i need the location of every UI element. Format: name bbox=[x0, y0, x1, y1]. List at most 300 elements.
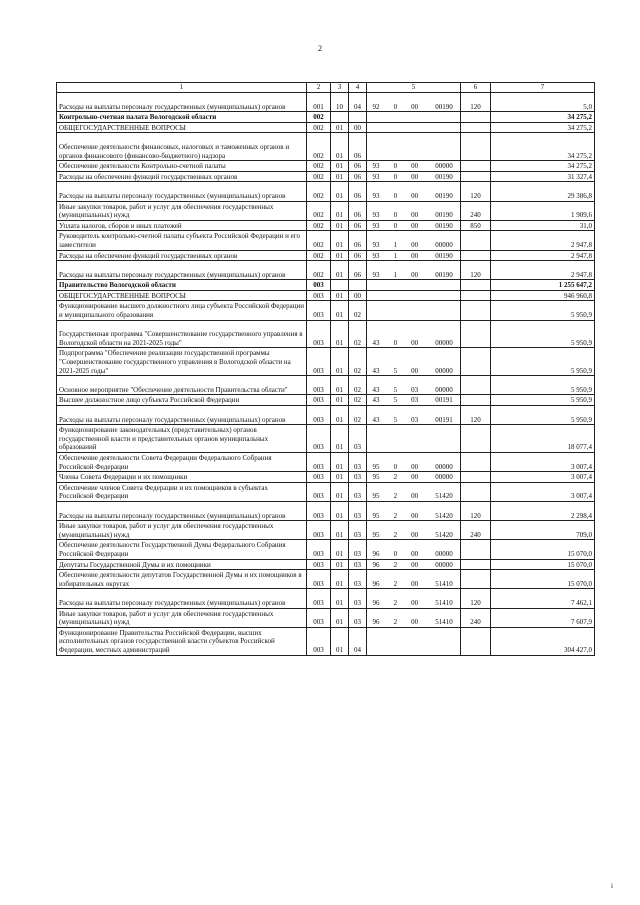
row-chapter-code-cell: 01 bbox=[331, 182, 349, 201]
row-target-code-cell bbox=[367, 627, 461, 655]
target-code-part: 1 bbox=[393, 270, 398, 279]
target-code-parts bbox=[369, 531, 458, 540]
row-subsection-code-cell: 03 bbox=[349, 570, 367, 589]
row-amount-cell: 1 909,6 bbox=[491, 201, 595, 220]
target-code-part: 95 bbox=[372, 511, 380, 520]
row-section-code-cell: 003 bbox=[307, 589, 331, 608]
target-code-part: 0 bbox=[393, 462, 398, 471]
row-name-cell: Обеспечение деятельности финансовых, налоговых и таможенных органов и органов финансового (финансово-бюджетного) надзора bbox=[57, 133, 307, 161]
row-subsection-code-cell: 02 bbox=[349, 395, 367, 406]
target-code-part: 93 bbox=[372, 191, 380, 200]
row-amount-cell: 2 947,8 bbox=[491, 250, 595, 261]
row-expense-type-cell bbox=[461, 348, 491, 376]
row-amount-cell: 5 950,9 bbox=[491, 348, 595, 376]
row-target-code-cell bbox=[367, 453, 461, 472]
target-code-part: 00190 bbox=[435, 191, 453, 200]
row-expense-type-cell bbox=[461, 559, 491, 570]
target-code-part: 93 bbox=[372, 162, 380, 171]
target-code-part: 93 bbox=[372, 251, 380, 260]
target-code-part: 51420 bbox=[435, 511, 453, 520]
row-subsection-code-cell: 03 bbox=[349, 540, 367, 559]
row-chapter-code-cell: 01 bbox=[331, 201, 349, 220]
row-section-code-cell: 002 bbox=[307, 182, 331, 201]
row-subsection-code-cell bbox=[349, 112, 367, 123]
row-amount-cell: 15 070,0 bbox=[491, 570, 595, 589]
target-code-part: 00 bbox=[411, 240, 419, 249]
target-code-part: 51420 bbox=[435, 530, 453, 539]
target-code-part: 00000 bbox=[435, 560, 453, 569]
row-chapter-code-cell: 01 bbox=[331, 250, 349, 261]
row-target-code-cell bbox=[367, 171, 461, 182]
table-row bbox=[57, 627, 595, 655]
target-code-part: 0 bbox=[393, 549, 398, 558]
row-name-cell: Правительство Вологодской области bbox=[57, 280, 307, 291]
target-code-part: 5 bbox=[393, 396, 398, 405]
target-code-parts bbox=[369, 463, 458, 472]
row-subsection-code-cell: 02 bbox=[349, 320, 367, 348]
target-code-parts bbox=[369, 271, 458, 280]
target-code-parts bbox=[369, 618, 458, 627]
row-expense-type-cell: 850 bbox=[461, 220, 491, 231]
row-section-code-cell: 002 bbox=[307, 122, 331, 133]
target-code-part: 43 bbox=[372, 366, 380, 375]
target-code-part: 03 bbox=[411, 396, 419, 405]
row-section-code-cell: 003 bbox=[307, 348, 331, 376]
row-chapter-code-cell: 01 bbox=[331, 521, 349, 540]
row-chapter-code-cell bbox=[331, 112, 349, 123]
row-chapter-code-cell: 01 bbox=[331, 161, 349, 172]
target-code-part: 51410 bbox=[435, 579, 453, 588]
row-amount-cell: 34 275,2 bbox=[491, 161, 595, 172]
target-code-parts bbox=[369, 512, 458, 521]
row-amount-cell: 709,0 bbox=[491, 521, 595, 540]
row-subsection-code-cell: 02 bbox=[349, 406, 367, 425]
target-code-parts bbox=[369, 550, 458, 559]
row-amount-cell: 2 298,4 bbox=[491, 502, 595, 521]
row-chapter-code-cell: 01 bbox=[331, 231, 349, 250]
target-code-part: 00 bbox=[411, 462, 419, 471]
row-chapter-code-cell: 01 bbox=[331, 482, 349, 501]
target-code-part: 43 bbox=[372, 338, 380, 347]
target-code-parts bbox=[369, 396, 458, 405]
target-code-part: 00190 bbox=[435, 270, 453, 279]
target-code-part: 51420 bbox=[435, 492, 453, 501]
row-chapter-code-cell: 01 bbox=[331, 320, 349, 348]
row-amount-cell: 5 950,9 bbox=[491, 320, 595, 348]
target-code-part: 00000 bbox=[435, 338, 453, 347]
row-chapter-code-cell: 01 bbox=[331, 122, 349, 133]
row-name-cell: Основное мероприятие "Обеспечение деятельности Правительства области" bbox=[57, 376, 307, 395]
row-section-code-cell: 003 bbox=[307, 627, 331, 655]
row-target-code-cell bbox=[367, 406, 461, 425]
table-row bbox=[57, 290, 595, 301]
row-expense-type-cell: 240 bbox=[461, 201, 491, 220]
row-subsection-code-cell: 03 bbox=[349, 589, 367, 608]
page-number: 2 bbox=[318, 44, 322, 53]
row-target-code-cell bbox=[367, 161, 461, 172]
target-code-part: 2 bbox=[393, 560, 398, 569]
row-chapter-code-cell: 01 bbox=[331, 290, 349, 301]
header-cell-7: 7 bbox=[491, 83, 595, 93]
row-amount-cell: 3 007,4 bbox=[491, 453, 595, 472]
row-subsection-code-cell: 03 bbox=[349, 453, 367, 472]
table-row bbox=[57, 559, 595, 570]
target-code-part: 95 bbox=[372, 492, 380, 501]
row-chapter-code-cell: 01 bbox=[331, 395, 349, 406]
row-chapter-code-cell: 10 bbox=[331, 93, 349, 112]
table-header-row bbox=[57, 83, 595, 93]
row-target-code-cell bbox=[367, 540, 461, 559]
target-code-part: 95 bbox=[372, 473, 380, 482]
row-expense-type-cell bbox=[461, 112, 491, 123]
target-code-part: 00 bbox=[411, 338, 419, 347]
target-code-parts bbox=[369, 386, 458, 395]
row-name-cell: Контрольно-счетная палата Вологодской области bbox=[57, 112, 307, 123]
row-chapter-code-cell: 01 bbox=[331, 453, 349, 472]
row-name-cell: Члены Совета Федерации и их помощники bbox=[57, 472, 307, 483]
row-chapter-code-cell: 01 bbox=[331, 301, 349, 320]
table-row bbox=[57, 521, 595, 540]
row-name-cell: Функционирование Правительства Российской Федерации, высших исполнительных органов государственной власти субъектов Российской Федерации, местных администраций bbox=[57, 627, 307, 655]
row-section-code-cell: 003 bbox=[307, 608, 331, 627]
target-code-part: 96 bbox=[372, 549, 380, 558]
row-target-code-cell bbox=[367, 425, 461, 453]
table-row bbox=[57, 320, 595, 348]
row-section-code-cell: 003 bbox=[307, 472, 331, 483]
row-chapter-code-cell: 01 bbox=[331, 406, 349, 425]
table-row bbox=[57, 171, 595, 182]
row-expense-type-cell bbox=[461, 453, 491, 472]
row-subsection-code-cell: 03 bbox=[349, 472, 367, 483]
row-expense-type-cell bbox=[461, 301, 491, 320]
row-chapter-code-cell: 01 bbox=[331, 472, 349, 483]
row-target-code-cell bbox=[367, 570, 461, 589]
target-code-part: 00191 bbox=[435, 396, 453, 405]
target-code-part: 00 bbox=[411, 251, 419, 260]
table-row bbox=[57, 406, 595, 425]
row-subsection-code-cell: 06 bbox=[349, 261, 367, 280]
target-code-parts bbox=[369, 339, 458, 348]
row-section-code-cell: 003 bbox=[307, 395, 331, 406]
row-chapter-code-cell: 01 bbox=[331, 627, 349, 655]
row-expense-type-cell bbox=[461, 171, 491, 182]
target-code-part: 00000 bbox=[435, 473, 453, 482]
row-chapter-code-cell: 01 bbox=[331, 171, 349, 182]
row-subsection-code-cell: 00 bbox=[349, 290, 367, 301]
row-amount-cell: 5 950,9 bbox=[491, 301, 595, 320]
row-chapter-code-cell: 01 bbox=[331, 608, 349, 627]
row-name-cell: Руководитель контрольно-счетной палаты субъекта Российской Федерации и его заместители bbox=[57, 231, 307, 250]
target-code-part: 2 bbox=[393, 492, 398, 501]
table-row bbox=[57, 161, 595, 172]
header-cell-5: 5 bbox=[367, 83, 461, 93]
target-code-part: 00 bbox=[411, 366, 419, 375]
target-code-part: 1 bbox=[393, 251, 398, 260]
row-amount-cell: 5 950,9 bbox=[491, 376, 595, 395]
row-section-code-cell: 002 bbox=[307, 112, 331, 123]
row-name-cell: Государственная программа "Совершенствование государственного управления в Вологодской области на 2021-2025 годы" bbox=[57, 320, 307, 348]
target-code-part: 93 bbox=[372, 270, 380, 279]
row-target-code-cell bbox=[367, 521, 461, 540]
row-section-code-cell: 003 bbox=[307, 559, 331, 570]
row-subsection-code-cell: 03 bbox=[349, 521, 367, 540]
row-section-code-cell: 002 bbox=[307, 250, 331, 261]
target-code-part: 00 bbox=[411, 598, 419, 607]
target-code-part: 00 bbox=[411, 102, 419, 111]
table-row bbox=[57, 453, 595, 472]
target-code-part: 00190 bbox=[435, 172, 453, 181]
row-name-cell: Уплата налогов, сборов и иных платежей bbox=[57, 220, 307, 231]
target-code-part: 00 bbox=[411, 549, 419, 558]
target-code-part: 2 bbox=[393, 473, 398, 482]
row-subsection-code-cell: 03 bbox=[349, 559, 367, 570]
row-chapter-code-cell: 01 bbox=[331, 570, 349, 589]
row-amount-cell: 15 070,0 bbox=[491, 540, 595, 559]
target-code-part: 00 bbox=[411, 221, 419, 230]
target-code-part: 00 bbox=[411, 530, 419, 539]
target-code-part: 2 bbox=[393, 530, 398, 539]
row-target-code-cell bbox=[367, 280, 461, 291]
row-name-cell: Депутаты Государственной Думы и их помощники bbox=[57, 559, 307, 570]
table-row bbox=[57, 220, 595, 231]
row-name-cell: Расходы на выплаты персоналу государственных (муниципальных) органов bbox=[57, 502, 307, 521]
target-code-part: 03 bbox=[411, 415, 419, 424]
row-expense-type-cell bbox=[461, 161, 491, 172]
row-chapter-code-cell: 01 bbox=[331, 376, 349, 395]
row-name-cell: Функционирование законодательных (представительных) органов государственной власти и представительных органов муниципальных образований bbox=[57, 425, 307, 453]
row-name-cell: ОБЩЕГОСУДАРСТВЕННЫЕ ВОПРОСЫ bbox=[57, 290, 307, 301]
target-code-part: 93 bbox=[372, 211, 380, 220]
row-amount-cell: 5,0 bbox=[491, 93, 595, 112]
row-name-cell: Функционирование высшего должностного лица субъекта Российской Федерации и муниципального образования bbox=[57, 301, 307, 320]
row-expense-type-cell bbox=[461, 376, 491, 395]
row-target-code-cell bbox=[367, 376, 461, 395]
budget-table bbox=[56, 82, 595, 656]
table-row bbox=[57, 608, 595, 627]
row-amount-cell: 34 275,2 bbox=[491, 112, 595, 123]
target-code-parts bbox=[369, 416, 458, 425]
row-section-code-cell: 001 bbox=[307, 93, 331, 112]
table-row bbox=[57, 112, 595, 123]
row-expense-type-cell bbox=[461, 320, 491, 348]
row-expense-type-cell bbox=[461, 280, 491, 291]
target-code-part: 00000 bbox=[435, 366, 453, 375]
row-chapter-code-cell: 01 bbox=[331, 261, 349, 280]
row-expense-type-cell: 120 bbox=[461, 182, 491, 201]
table-row bbox=[57, 93, 595, 112]
row-subsection-code-cell: 06 bbox=[349, 161, 367, 172]
table-row bbox=[57, 250, 595, 261]
target-code-part: 2 bbox=[393, 618, 398, 627]
target-code-part: 95 bbox=[372, 462, 380, 471]
row-section-code-cell: 002 bbox=[307, 231, 331, 250]
row-section-code-cell: 003 bbox=[307, 502, 331, 521]
target-code-part: 00000 bbox=[435, 385, 453, 394]
row-target-code-cell bbox=[367, 320, 461, 348]
table-row bbox=[57, 301, 595, 320]
row-expense-type-cell bbox=[461, 133, 491, 161]
row-subsection-code-cell: 04 bbox=[349, 627, 367, 655]
target-code-part: 5 bbox=[393, 385, 398, 394]
target-code-part: 2 bbox=[393, 579, 398, 588]
row-subsection-code-cell: 06 bbox=[349, 250, 367, 261]
table-row bbox=[57, 182, 595, 201]
row-amount-cell: 3 007,4 bbox=[491, 472, 595, 483]
row-name-cell: Обеспечение членов Совета Федерации и их помощников в субъектах Российской Федерации bbox=[57, 482, 307, 501]
row-section-code-cell: 003 bbox=[307, 425, 331, 453]
target-code-part: 00 bbox=[411, 618, 419, 627]
target-code-part: 51410 bbox=[435, 598, 453, 607]
target-code-part: 43 bbox=[372, 396, 380, 405]
target-code-parts bbox=[369, 473, 458, 482]
header-cell-6: 6 bbox=[461, 83, 491, 93]
row-name-cell: Расходы на обеспечение функций государственных органов bbox=[57, 250, 307, 261]
target-code-parts bbox=[369, 252, 458, 261]
row-section-code-cell: 002 bbox=[307, 161, 331, 172]
row-section-code-cell: 003 bbox=[307, 320, 331, 348]
row-section-code-cell: 003 bbox=[307, 280, 331, 291]
row-name-cell: ОБЩЕГОСУДАРСТВЕННЫЕ ВОПРОСЫ bbox=[57, 122, 307, 133]
row-subsection-code-cell: 06 bbox=[349, 182, 367, 201]
table-row bbox=[57, 589, 595, 608]
corner-mark: i bbox=[611, 882, 613, 890]
target-code-part: 00 bbox=[411, 191, 419, 200]
row-section-code-cell: 003 bbox=[307, 482, 331, 501]
row-subsection-code-cell: 03 bbox=[349, 502, 367, 521]
target-code-part: 2 bbox=[393, 598, 398, 607]
target-code-part: 0 bbox=[393, 162, 398, 171]
target-code-part: 00 bbox=[411, 511, 419, 520]
target-code-parts bbox=[369, 162, 458, 171]
row-section-code-cell: 003 bbox=[307, 376, 331, 395]
table-row bbox=[57, 376, 595, 395]
row-amount-cell: 15 070,0 bbox=[491, 559, 595, 570]
row-subsection-code-cell bbox=[349, 280, 367, 291]
target-code-part: 43 bbox=[372, 385, 380, 394]
table-row bbox=[57, 231, 595, 250]
row-chapter-code-cell: 01 bbox=[331, 348, 349, 376]
table-row bbox=[57, 395, 595, 406]
row-target-code-cell bbox=[367, 482, 461, 501]
row-section-code-cell: 003 bbox=[307, 290, 331, 301]
row-amount-cell: 2 947,8 bbox=[491, 231, 595, 250]
target-code-part: 00 bbox=[411, 492, 419, 501]
target-code-part: 51410 bbox=[435, 618, 453, 627]
row-target-code-cell bbox=[367, 472, 461, 483]
row-section-code-cell: 002 bbox=[307, 171, 331, 182]
row-section-code-cell: 003 bbox=[307, 521, 331, 540]
target-code-part: 96 bbox=[372, 598, 380, 607]
row-name-cell: Высшее должностное лицо субъекта Российской Федерации bbox=[57, 395, 307, 406]
row-chapter-code-cell: 01 bbox=[331, 540, 349, 559]
row-expense-type-cell bbox=[461, 627, 491, 655]
table-row bbox=[57, 425, 595, 453]
row-section-code-cell: 003 bbox=[307, 301, 331, 320]
row-subsection-code-cell: 04 bbox=[349, 93, 367, 112]
row-target-code-cell bbox=[367, 261, 461, 280]
row-name-cell: Расходы на выплаты персоналу государственных (муниципальных) органов bbox=[57, 182, 307, 201]
target-code-part: 96 bbox=[372, 618, 380, 627]
target-code-parts bbox=[369, 103, 458, 112]
target-code-parts bbox=[369, 241, 458, 250]
row-target-code-cell bbox=[367, 395, 461, 406]
target-code-part: 95 bbox=[372, 530, 380, 539]
row-name-cell: Иные закупки товаров, работ и услуг для обеспечения государственных (муниципальных) нужд bbox=[57, 201, 307, 220]
row-expense-type-cell bbox=[461, 250, 491, 261]
row-expense-type-cell: 120 bbox=[461, 589, 491, 608]
row-name-cell: Обеспечение деятельности Государственной Думы Федерального Собрания Российской Федерации bbox=[57, 540, 307, 559]
target-code-part: 00 bbox=[411, 560, 419, 569]
row-target-code-cell bbox=[367, 301, 461, 320]
row-name-cell: Иные закупки товаров, работ и услуг для обеспечения государственных (муниципальных) нужд bbox=[57, 521, 307, 540]
row-subsection-code-cell: 06 bbox=[349, 171, 367, 182]
target-code-part: 0 bbox=[393, 211, 398, 220]
row-section-code-cell: 003 bbox=[307, 540, 331, 559]
row-expense-type-cell bbox=[461, 540, 491, 559]
row-target-code-cell bbox=[367, 122, 461, 133]
table-body bbox=[57, 83, 595, 656]
target-code-parts bbox=[369, 561, 458, 570]
target-code-part: 92 bbox=[372, 102, 380, 111]
row-chapter-code-cell: 01 bbox=[331, 559, 349, 570]
row-target-code-cell bbox=[367, 608, 461, 627]
row-name-cell: Иные закупки товаров, работ и услуг для обеспечения государственных (муниципальных) нужд bbox=[57, 608, 307, 627]
row-target-code-cell bbox=[367, 93, 461, 112]
target-code-part: 03 bbox=[411, 385, 419, 394]
target-code-parts bbox=[369, 580, 458, 589]
target-code-part: 00 bbox=[411, 211, 419, 220]
row-name-cell: Расходы на выплаты персоналу государственных (муниципальных) органов bbox=[57, 589, 307, 608]
row-amount-cell: 5 950,9 bbox=[491, 406, 595, 425]
row-section-code-cell: 002 bbox=[307, 201, 331, 220]
row-expense-type-cell: 120 bbox=[461, 502, 491, 521]
row-amount-cell: 29 386,8 bbox=[491, 182, 595, 201]
row-amount-cell: 304 427,0 bbox=[491, 627, 595, 655]
row-amount-cell: 34 275,2 bbox=[491, 122, 595, 133]
target-code-part: 93 bbox=[372, 221, 380, 230]
row-target-code-cell bbox=[367, 201, 461, 220]
row-amount-cell: 18 077,4 bbox=[491, 425, 595, 453]
row-expense-type-cell bbox=[461, 231, 491, 250]
row-expense-type-cell: 120 bbox=[461, 93, 491, 112]
row-expense-type-cell bbox=[461, 570, 491, 589]
row-target-code-cell bbox=[367, 220, 461, 231]
target-code-parts bbox=[369, 211, 458, 220]
row-subsection-code-cell: 02 bbox=[349, 348, 367, 376]
target-code-part: 00 bbox=[411, 162, 419, 171]
row-expense-type-cell: 240 bbox=[461, 521, 491, 540]
row-section-code-cell: 003 bbox=[307, 406, 331, 425]
table-row bbox=[57, 280, 595, 291]
row-expense-type-cell bbox=[461, 395, 491, 406]
row-chapter-code-cell: 01 bbox=[331, 589, 349, 608]
row-chapter-code-cell: 01 bbox=[331, 133, 349, 161]
table-row bbox=[57, 261, 595, 280]
target-code-part: 00000 bbox=[435, 549, 453, 558]
target-code-parts bbox=[369, 222, 458, 231]
row-target-code-cell bbox=[367, 348, 461, 376]
row-target-code-cell bbox=[367, 250, 461, 261]
row-name-cell: Расходы на выплаты персоналу государственных (муниципальных) органов bbox=[57, 261, 307, 280]
row-name-cell: Расходы на обеспечение функций государственных органов bbox=[57, 171, 307, 182]
row-subsection-code-cell: 03 bbox=[349, 482, 367, 501]
row-section-code-cell: 002 bbox=[307, 220, 331, 231]
target-code-part: 00 bbox=[411, 270, 419, 279]
row-section-code-cell: 002 bbox=[307, 133, 331, 161]
target-code-part: 00190 bbox=[435, 221, 453, 230]
row-subsection-code-cell: 02 bbox=[349, 301, 367, 320]
target-code-part: 0 bbox=[393, 338, 398, 347]
